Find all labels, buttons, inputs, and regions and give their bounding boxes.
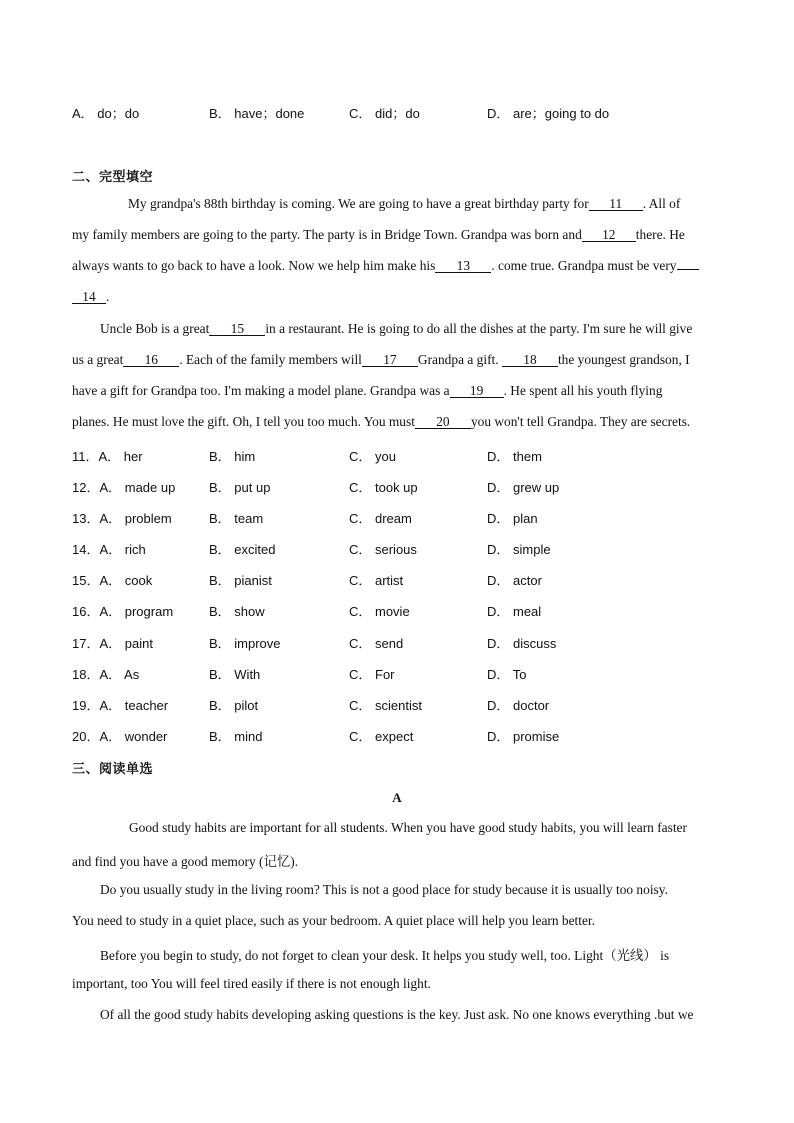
option-d: D． doctor bbox=[487, 698, 550, 713]
question-num-and-option-a bbox=[72, 508, 172, 527]
text: in a restaurant. He is going to do all the dishes at the party. I'm sure he will give bbox=[265, 321, 693, 336]
question-num-and-option-a bbox=[72, 633, 153, 652]
text: . He spent all his youth flying bbox=[503, 383, 663, 398]
blank-11: 11 bbox=[589, 197, 643, 211]
option-d: D． promise bbox=[487, 729, 560, 744]
reading-line: Good study habits are important for all students. When you have good study habits, you will learn faster bbox=[129, 820, 687, 835]
option-c: C． scientist bbox=[349, 698, 422, 713]
text: . All of bbox=[642, 196, 681, 211]
question-num-and-option-a bbox=[72, 664, 139, 683]
blank-19: 19 bbox=[450, 384, 504, 398]
text: there. He bbox=[635, 227, 685, 242]
option-c: C． movie bbox=[349, 604, 410, 619]
text: have a gift for Grandpa too. I'm making a model plane. Grandpa was a bbox=[72, 383, 450, 398]
question-number: 11． bbox=[72, 449, 99, 464]
option-d: D． To bbox=[487, 667, 527, 682]
text: My grandpa's 88th birthday is coming. We are going to have a great birthday party for bbox=[128, 196, 589, 211]
question-number: 19． bbox=[72, 698, 100, 713]
option-c: C． you bbox=[349, 449, 396, 464]
option-c: C． artist bbox=[349, 573, 404, 588]
option-c: C． serious bbox=[349, 542, 417, 557]
question-number: 15． bbox=[72, 573, 100, 588]
option-a: A． teacher bbox=[99, 698, 169, 713]
option-b: B． pianist bbox=[209, 573, 272, 588]
option-b: B． improve bbox=[209, 636, 281, 651]
option-b: B． him bbox=[209, 449, 256, 464]
option-b: B． put up bbox=[209, 480, 271, 495]
option-b: B． excited bbox=[209, 542, 276, 557]
option-a: A． her bbox=[98, 449, 143, 464]
blank-20: 20 bbox=[415, 415, 471, 429]
cloze-p1-line4 bbox=[72, 289, 722, 305]
reading-line: and find you have a good memory (记忆). bbox=[72, 854, 299, 869]
reading-line: Of all the good study habits developing asking questions is the key. Just ask. No one knows everything .but we bbox=[100, 1007, 694, 1022]
option-a: A． wonder bbox=[99, 729, 168, 744]
option-c: C． For bbox=[349, 667, 395, 682]
cloze-p2-line4 bbox=[72, 414, 722, 430]
text: the youngest grandson, I bbox=[557, 352, 690, 367]
text: us a great bbox=[72, 352, 124, 367]
blank-17: 17 bbox=[362, 353, 418, 367]
text: Uncle Bob is a great bbox=[100, 321, 210, 336]
blank-13: 13 bbox=[435, 259, 491, 273]
reading-line: You need to study in a quiet place, such as your bedroom. A quiet place will help you learn better. bbox=[72, 913, 595, 928]
text: my family members are going to the party. The party is in Bridge Town. Grandpa was born and bbox=[72, 227, 582, 242]
option-a: A． As bbox=[99, 667, 140, 682]
option-a: A． program bbox=[99, 604, 174, 619]
cloze-p2-line1 bbox=[72, 321, 722, 337]
option-d: D． are；going to do bbox=[487, 106, 610, 121]
question-num-and-option-a bbox=[72, 570, 152, 589]
section-heading-cloze: 二、完型填空 bbox=[72, 170, 154, 185]
option-b: B． With bbox=[209, 667, 261, 682]
cloze-p2-line3 bbox=[72, 383, 722, 399]
question-number: 18． bbox=[72, 667, 100, 682]
option-d: D． them bbox=[487, 449, 542, 464]
question-number: 14． bbox=[72, 542, 100, 557]
option-a: A． problem bbox=[99, 511, 172, 526]
question-num-and-option-a bbox=[72, 726, 167, 745]
reading-line: Do you usually study in the living room? This is not a good place for study because it is usually too noisy. bbox=[100, 882, 668, 897]
text: always wants to go back to have a look. Now we help him make his bbox=[72, 258, 436, 273]
question-number: 13． bbox=[72, 511, 100, 526]
reading-line: Before you begin to study, do not forget to clean your desk. It helps you study well, too. Light（光线） is bbox=[100, 948, 670, 963]
option-c: C． did；do bbox=[349, 106, 420, 121]
section-heading-reading: 三、阅读单选 bbox=[72, 762, 154, 777]
passage-title: A bbox=[392, 790, 402, 805]
question-num-and-option-a bbox=[72, 477, 175, 496]
cloze-p1-line3 bbox=[72, 258, 722, 274]
text: . bbox=[106, 289, 110, 304]
question-number: 17． bbox=[72, 636, 100, 651]
question-number: 20． bbox=[72, 729, 100, 744]
option-d: D． meal bbox=[487, 604, 542, 619]
question-num-and-option-a bbox=[72, 539, 146, 558]
option-a: A． made up bbox=[99, 480, 176, 495]
option-b: B． pilot bbox=[209, 698, 259, 713]
option-a: A． rich bbox=[99, 542, 146, 557]
option-c: C． expect bbox=[349, 729, 414, 744]
option-d: D． grew up bbox=[487, 480, 560, 495]
cloze-p1-line1 bbox=[72, 196, 722, 212]
blank-15: 15 bbox=[209, 322, 265, 336]
blank-14: 14 bbox=[72, 290, 106, 304]
option-a: A． cook bbox=[99, 573, 153, 588]
option-c: C． send bbox=[349, 636, 404, 651]
option-d: D． plan bbox=[487, 511, 538, 526]
question-num-and-option-a bbox=[72, 446, 143, 465]
reading-line: important, too You will feel tired easily if there is not enough light. bbox=[72, 976, 431, 991]
question-num-and-option-a bbox=[72, 695, 168, 714]
cloze-p1-line2 bbox=[72, 227, 722, 243]
blank-18: 18 bbox=[502, 353, 558, 367]
text: planes. He must love the gift. Oh, I tell you too much. You must bbox=[72, 414, 415, 429]
text: . come true. Grandpa must be very bbox=[491, 258, 677, 273]
question-number: 12． bbox=[72, 480, 100, 495]
text: . Each of the family members will bbox=[179, 352, 362, 367]
question-number: 16． bbox=[72, 604, 100, 619]
option-b: B． mind bbox=[209, 729, 263, 744]
option-d: D． simple bbox=[487, 542, 551, 557]
option-c: C． dream bbox=[349, 511, 412, 526]
blank-14-start bbox=[677, 269, 699, 270]
option-c: C． took up bbox=[349, 480, 418, 495]
option-a: A． do；do bbox=[72, 106, 140, 121]
blank-16: 16 bbox=[123, 353, 179, 367]
option-b: B． show bbox=[209, 604, 265, 619]
option-a: A． paint bbox=[99, 636, 153, 651]
text: Grandpa a gift. bbox=[417, 352, 499, 367]
option-d: D． discuss bbox=[487, 636, 557, 651]
cloze-p2-line2 bbox=[72, 352, 722, 368]
option-b: B． team bbox=[209, 511, 264, 526]
option-d: D． actor bbox=[487, 573, 542, 588]
question-num-and-option-a bbox=[72, 601, 173, 620]
text: you won't tell Grandpa. They are secrets. bbox=[470, 414, 691, 429]
blank-12: 12 bbox=[582, 228, 636, 242]
option-b: B． have；done bbox=[209, 106, 305, 121]
